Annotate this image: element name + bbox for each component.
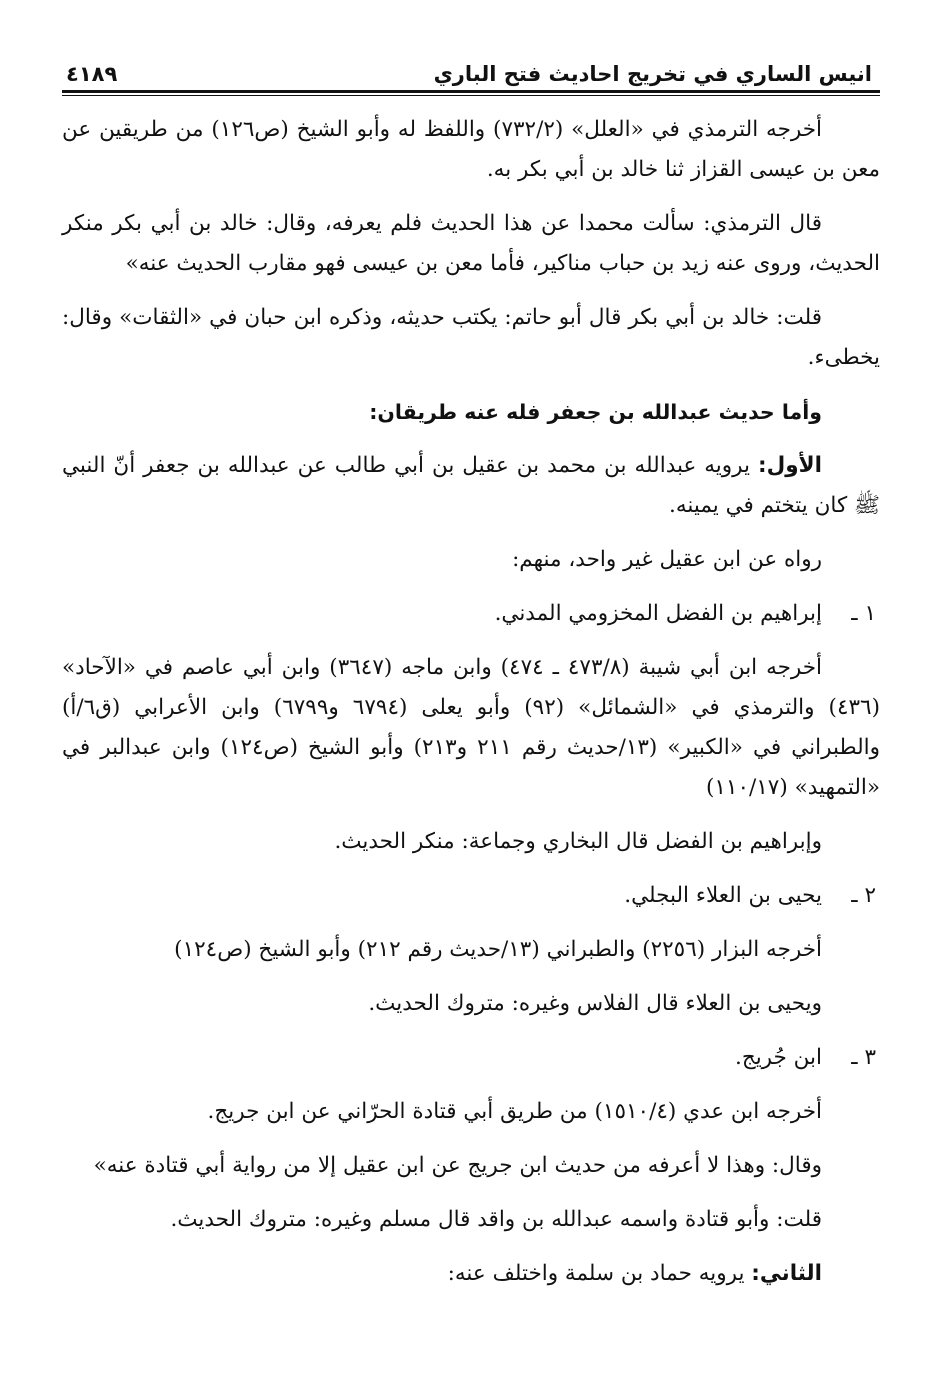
- list-item-1: [62, 594, 880, 634]
- paragraph-first-path: [62, 446, 880, 526]
- paragraph-narrators-intro: رواه عن ابن عقيل غير واحد، منهم:: [512, 547, 822, 572]
- book-title: انيس الساري في تخريج احاديث فتح الباري: [433, 62, 872, 86]
- paragraph-item2-takhrij: أخرجه البزار (٢٢٥٦) والطبراني (١٣/حديث رقم ٢١٢) وأبو الشيخ (ص١٢٤): [174, 937, 822, 962]
- paragraph-item3-quote: وقال: وهذا لا أعرفه من حديث ابن جريج عن ابن عقيل إلا من رواية أبي قتادة عنه»: [93, 1153, 822, 1178]
- narrator-name: يحيى بن العلاء البجلي.: [624, 883, 822, 908]
- page-number: ٤١٨٩: [66, 62, 118, 86]
- paragraph-item1-takhrij: أخرجه ابن أبي شيبة (٤٧٣/٨ ـ ٤٧٤) وابن ماجه (٣٦٤٧) وابن أبي عاصم في «الآحاد» (٤٣٦) والترمذي في «الشمائل» (٩٢) وأبو يعلى (٦٧٩٤ و٦٧٩٩) وابن الأعرابي (ق٦/أ) والطبراني في «الكبير» (١٣/حديث رقم ٢١١ و٢١٣) وأبو الشيخ (ص١٢٤) وابن عبدالبر في «التمهيد» (١١٠/١٧): [62, 655, 880, 800]
- paragraph-second-path: [62, 1254, 880, 1294]
- list-item-2: [62, 876, 880, 916]
- paragraph-item1-note: وإبراهيم بن الفضل قال البخاري وجماعة: منكر الحديث.: [334, 829, 822, 854]
- page: [62, 40, 880, 1308]
- header-rule-thick: [62, 90, 880, 93]
- running-header: [62, 40, 880, 86]
- second-path-label: الثاني:: [751, 1261, 822, 1286]
- list-item-number: ٢ ـ: [851, 883, 876, 908]
- second-path-text: يرويه حماد بن سلمة واختلف عنه:: [447, 1261, 752, 1286]
- paragraph-item3-takhrij: أخرجه ابن عدي (١٥١٠/٤) من طريق أبي قتادة الحرّاني عن ابن جريج.: [207, 1099, 822, 1124]
- page-body: [62, 110, 880, 1294]
- header-rule-thin: [62, 95, 880, 96]
- paragraph-item3-note: قلت: وأبو قتادة واسمه عبدالله بن واقد قال مسلم وغيره: متروك الحديث.: [170, 1207, 822, 1232]
- list-item-3: [62, 1038, 880, 1078]
- first-path-label: الأول:: [758, 453, 822, 478]
- list-item-number: ١ ـ: [851, 601, 876, 626]
- first-path-text: يرويه عبدالله بن محمد بن عقيل بن أبي طالب عن عبدالله بن جعفر أنّ النبي ﷺ كان يتختم في يمينه.: [62, 453, 880, 518]
- section-heading: وأما حديث عبدالله بن جعفر فله عنه طريقان:: [369, 400, 822, 424]
- narrator-name: ابن جُريج.: [734, 1045, 822, 1070]
- paragraph-note-khalid: قلت: خالد بن أبي بكر قال أبو حاتم: يكتب حديثه، وذكره ابن حبان في «الثقات» وقال: يخطىء.: [62, 305, 880, 370]
- narrator-name: إبراهيم بن الفضل المخزومي المدني.: [494, 601, 822, 626]
- paragraph-item2-note: ويحيى بن العلاء قال الفلاس وغيره: متروك الحديث.: [368, 991, 822, 1016]
- paragraph-takhrij-tirmidhi: أخرجه الترمذي في «العلل» (٧٣٢/٢) واللفظ له وأبو الشيخ (ص١٢٦) من طريقين عن معن بن عيسى القزاز ثنا خالد بن أبي بكر به.: [62, 117, 880, 182]
- paragraph-tirmidhi-quote: قال الترمذي: سألت محمدا عن هذا الحديث فلم يعرفه، وقال: خالد بن أبي بكر منكر الحديث، وروى عنه زيد بن حباب مناكير، فأما معن بن عيسى فهو مقارب الحديث عنه»: [62, 211, 880, 276]
- list-item-number: ٣ ـ: [851, 1045, 876, 1070]
